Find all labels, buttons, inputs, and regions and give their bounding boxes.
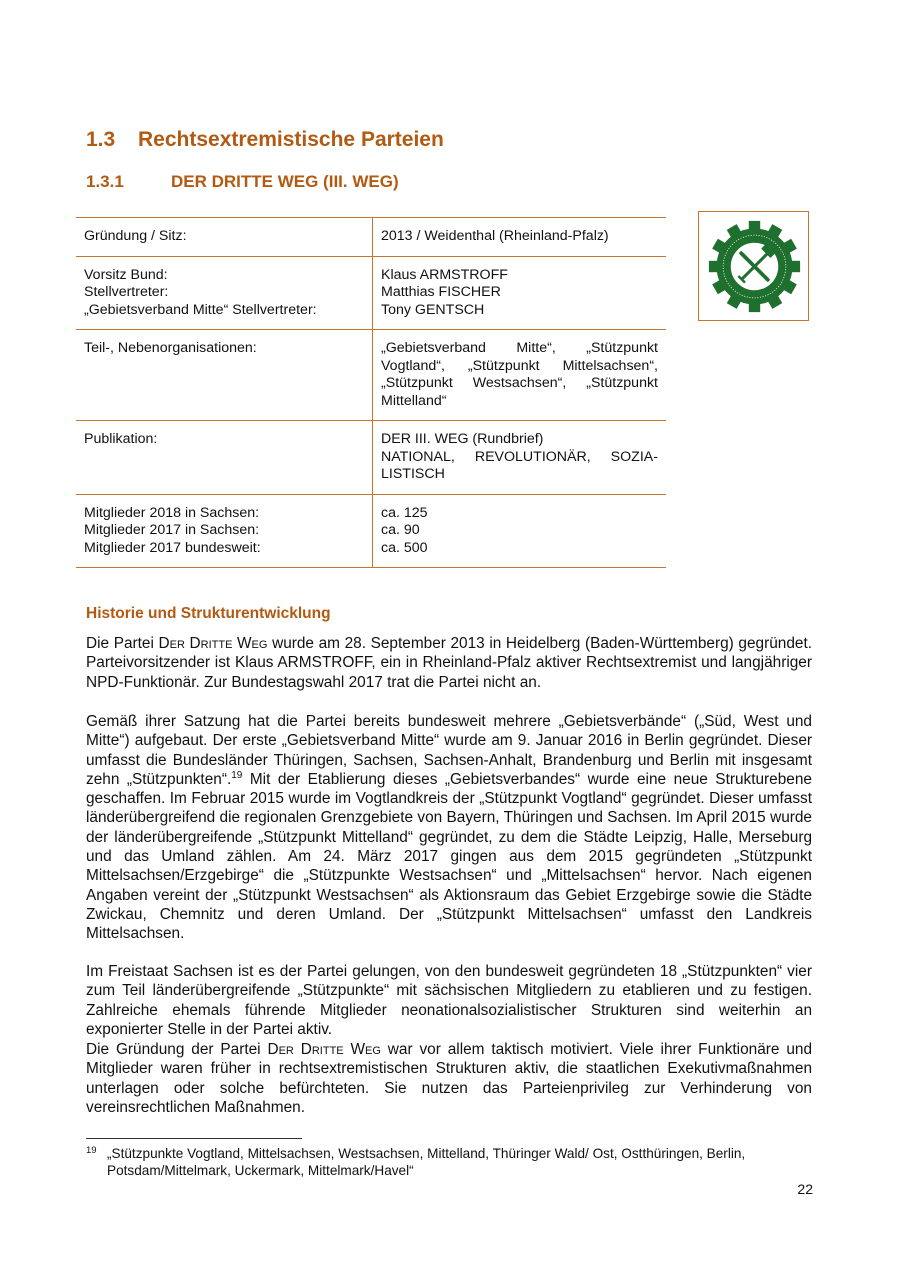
history-paragraph-3: Im Freistaat Sachsen ist es der Partei gelungen, von den bundesweit gegründeten 18 „Stützpunkten“ vier zum Teil länderübergreifende „Stützpunkte“ mit sächsischen Mitgliedern zu etablieren und zu festigen. Zahlreiche ehemals führende Mitglieder neonationalsozialistischer Strukturen sind weiterhin an exponierter Stelle in der Partei aktiv.: [86, 963, 812, 1038]
info-value: 2013 / Weidenthal (Rheinland-Pfalz): [381, 228, 609, 244]
footnote-text: „Stützpunkte Vogtland, Mittelsachsen, Westsachsen, Mittelland, Thüringer Wald/ Ost, Ostthüringen, Berlin, Potsdam/Mittelmark, Uckermark, Mittelmark/Havel“: [107, 1146, 746, 1178]
info-label-cell: [76, 494, 373, 568]
info-table-row: [76, 330, 666, 421]
gear-logo-icon: [707, 219, 802, 314]
info-table-row: [76, 421, 666, 495]
party-logo: [698, 211, 809, 321]
info-label: Publikation:: [84, 431, 158, 447]
info-table-row: [76, 494, 666, 568]
party-name: Der Dritte Weg: [158, 635, 268, 652]
info-value: ca. 125: [381, 504, 428, 521]
info-label: „Gebietsverband Mitte“ Stellvertreter:: [84, 301, 317, 318]
info-label: Stellvertreter:: [84, 284, 169, 300]
info-value: Klaus ARMSTROFF: [381, 266, 508, 283]
info-label: Mitglieder 2017 in Sachsen:: [84, 522, 260, 538]
footnote: [86, 1145, 812, 1179]
footnote-mark: 19: [86, 1145, 97, 1156]
page-number: 22: [797, 1181, 813, 1197]
info-value-cell: [373, 330, 667, 421]
info-table-row: [76, 256, 666, 330]
info-label-cell: [76, 330, 373, 421]
info-value-cell: [373, 421, 667, 495]
party-info-table: [76, 217, 666, 568]
info-value: DER III. WEG (Rundbrief): [381, 431, 544, 447]
subsection-heading: [86, 172, 399, 192]
info-value: ca. 90: [381, 522, 420, 538]
party-name: Der Dritte Weg: [267, 1041, 381, 1058]
info-value-cell: [373, 218, 667, 257]
info-value-text: „Gebietsverband Mitte“, „Stützpunkt Vogtland“, „Stützpunkt Mittelsachsen“, „Stützpunkt Westsachsen“, „Stützpunkt Mittelland“: [381, 340, 658, 409]
subsection-number: 1.3.1: [86, 172, 124, 191]
info-value: ca. 500: [381, 539, 428, 556]
history-paragraph-2: Gemäß ihrer Satzung hat die Partei bereits bundesweit mehrere „Gebietsverbände“ („Süd, West und Mitte“) aufgebaut. Der erste „Gebietsverband Mitte“ wurde am 9. Januar 2016 in Berlin gegründet. Dieser umfasst die Bundesländer Thüringen, Sachsen, Sachsen-Anhalt, Brandenburg und Berlin mit insgesamt zehn „Stützpunkten“.$^{19}$ Mit der Etablierung dieses „Gebietsverbandes“ wurde eine neue Strukturebene geschaffen. Im Februar 2015 wurde im Vogtlandkreis der „Stützpunkt Vogtland“ gegründet. Dieser umfasst länderübergreifend die regionalen Grenzgebiete von Bayern, Thüringen und Sachsen. Im April 2015 wurde der länderübergreifende „Stützpunkt Mittelland“ gegründet, zu dem die Städte Leipzig, Halle, Merseburg und das Umland zählen. Am 24. März 2017 gingen aus dem 2015 gegründeten „Stützpunkt Mittelsachsen/Erzgebirge“ die „Stützpunkte Westsachsen“ und „Mittelsachsen“ hervor. Nach eigenen Angaben vereint der „Stützpunkt Westsachsen“ als Aktionsraum das Gebiet Erzgebirge sowie die Städte Zwickau, Chemnitz und deren Umland. Der „Stützpunkt Mittelsachsen“ umfasst den Landkreis Mittelsachsen.: [86, 713, 812, 943]
info-label-cell: [76, 421, 373, 495]
history-heading: Historie und Strukturentwicklung: [86, 605, 331, 622]
info-value-cell: [373, 256, 667, 330]
info-label: Mitglieder 2017 bundesweit:: [84, 539, 261, 556]
info-value: Matthias FISCHER: [381, 284, 501, 300]
section-number: 1.3: [86, 128, 116, 151]
subsection-title: DER DRITTE WEG (III. WEG): [171, 172, 399, 191]
info-value-text: NATIONAL, REVOLUTIONÄR, SOZIALISTISCH: [381, 448, 658, 482]
section-title: Rechtsextremistische Parteien: [138, 128, 444, 151]
info-value-cell: [373, 494, 667, 568]
history-paragraph-1: Die Partei Der Dritte Weg wurde am 28. September 2013 in Heidelberg (Baden-Württemberg) gegründet. Parteivorsitzender ist Klaus ARMSTROFF, ein in Rheinland-Pfalz aktiver Rechtsextremist und langjähriger NPD-Funktionär. Zur Bundestagswahl 2017 trat die Partei nicht an.: [86, 635, 813, 691]
info-value: Tony GENTSCH: [381, 301, 485, 318]
info-label-cell: [76, 218, 373, 257]
info-label: Teil-, Nebenorganisationen:: [84, 340, 257, 356]
info-label: Gründung / Sitz:: [84, 228, 187, 244]
info-label-cell: [76, 256, 373, 330]
info-table-row: [76, 218, 666, 257]
info-label: Vorsitz Bund:: [84, 266, 168, 283]
info-label: Mitglieder 2018 in Sachsen:: [84, 504, 260, 521]
history-paragraph-4: Die Gründung der Partei Der Dritte Weg war vor allem taktisch motiviert. Viele ihrer Funktionäre und Mitglieder waren früher in rechtsextremistischen Strukturen aktiv, die staatlichen Exekutivmaßnahmen unterlagen oder solche befürchteten. Sie nutzen das Parteienprivileg zur Verhinderung von vereinsrechtlichen Maßnahmen.: [86, 1041, 813, 1116]
section-heading: [86, 128, 444, 152]
footnote-divider: [86, 1138, 302, 1139]
footnote-reference[interactable]: 19: [231, 769, 243, 781]
